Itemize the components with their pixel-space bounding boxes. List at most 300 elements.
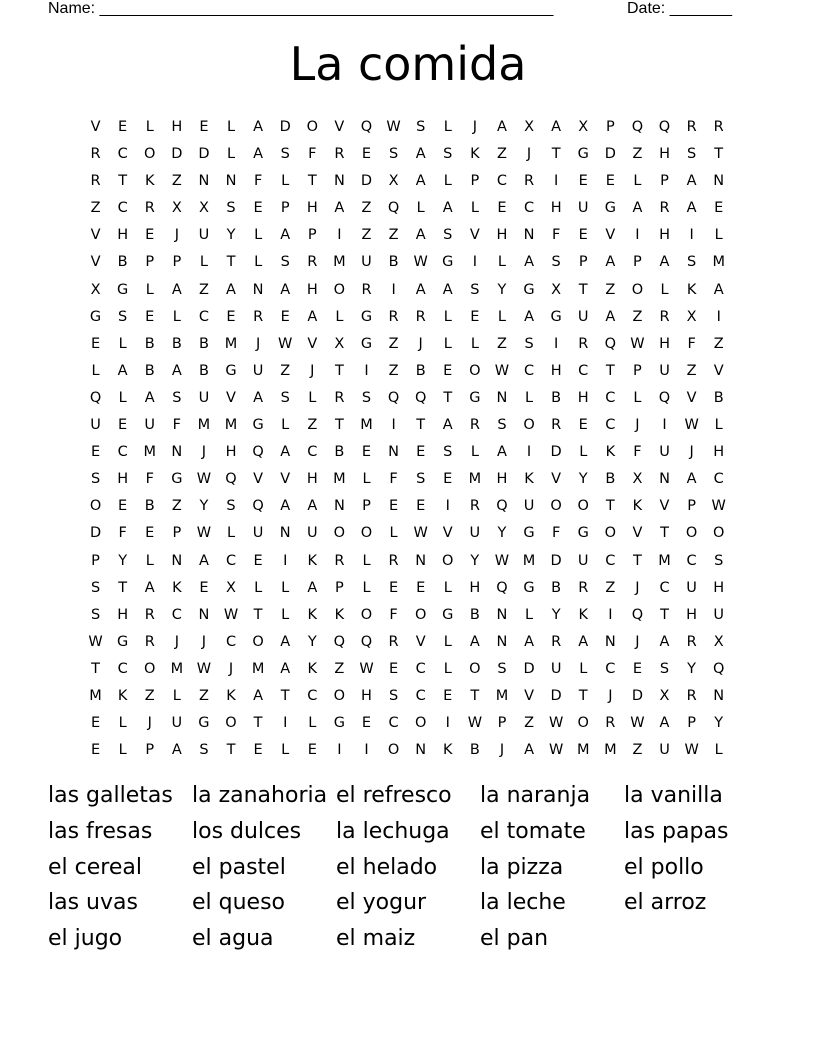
grid-letter: Q	[631, 606, 644, 623]
grid-letter: O	[387, 742, 400, 759]
grid-letter: E	[199, 579, 209, 596]
grid-letter: R	[686, 119, 697, 135]
word-search-grid	[82, 114, 732, 764]
grid-letter: X	[334, 335, 345, 352]
grid-row	[82, 249, 732, 276]
grid-letter: A	[551, 119, 562, 135]
grid-letter: L	[389, 525, 398, 542]
grid-letter: L	[172, 308, 181, 325]
grid-letter: G	[523, 579, 535, 596]
grid-letter: M	[360, 417, 373, 434]
grid-letter: V	[415, 633, 426, 650]
grid-letter: G	[604, 200, 616, 217]
grid-letter: L	[118, 389, 127, 406]
grid-letter: D	[198, 146, 210, 163]
grid-letter: P	[687, 498, 696, 515]
grid-letter: P	[687, 715, 696, 732]
grid-letter: S	[280, 389, 290, 406]
grid-letter: R	[361, 281, 372, 298]
grid-letter: A	[415, 173, 426, 190]
grid-letter: Z	[144, 687, 155, 704]
grid-letter: Q	[387, 389, 400, 406]
grid-letter: G	[89, 308, 102, 325]
grid-row	[82, 331, 732, 358]
grid-letter: Q	[333, 633, 346, 650]
grid-letter: K	[686, 281, 697, 298]
grid-letter: K	[443, 742, 453, 759]
grid-row	[82, 602, 732, 629]
grid-letter: B	[171, 335, 182, 352]
grid-letter: H	[496, 227, 508, 244]
grid-letter: L	[226, 525, 236, 542]
grid-letter: Q	[225, 471, 237, 488]
grid-letter: N	[523, 227, 535, 244]
grid-letter: T	[334, 362, 344, 379]
grid-letter: L	[199, 254, 208, 271]
grid-letter: Y	[118, 552, 128, 569]
grid-letter: S	[361, 389, 372, 406]
grid-letter: G	[333, 715, 346, 732]
grid-letter: P	[172, 254, 182, 271]
grid-letter: T	[307, 173, 317, 190]
grid-letter: X	[90, 281, 101, 298]
grid-letter: L	[281, 606, 290, 623]
grid-letter: I	[364, 742, 369, 759]
grid-letter: U	[577, 552, 589, 569]
grid-letter: L	[145, 119, 154, 135]
grid-letter: C	[117, 146, 128, 163]
date-line: Date: _______	[627, 0, 732, 17]
grid-letter: T	[416, 417, 426, 434]
grid-row	[82, 710, 732, 737]
grid-letter: C	[117, 660, 128, 677]
grid-letter: R	[334, 389, 345, 406]
grid-letter: E	[118, 498, 128, 515]
grid-letter: K	[226, 687, 236, 704]
grid-letter: O	[89, 498, 102, 515]
grid-letter: Y	[226, 227, 236, 244]
grid-letter: V	[90, 254, 101, 271]
grid-letter: O	[144, 660, 156, 677]
grid-letter: M	[170, 660, 184, 677]
grid-letter: D	[550, 687, 562, 704]
grid-letter: L	[281, 742, 290, 759]
grid-letter: R	[334, 552, 345, 569]
grid-row	[82, 737, 732, 764]
grid-letter: L	[497, 254, 506, 271]
grid-letter: O	[469, 660, 481, 677]
grid-letter: P	[145, 254, 155, 271]
grid-letter: L	[443, 579, 452, 596]
grid-letter: E	[145, 525, 155, 542]
grid-letter: E	[145, 308, 155, 325]
grid-letter: O	[414, 606, 427, 623]
grid-letter: X	[551, 281, 562, 298]
page-title: La comida	[289, 37, 527, 91]
grid-row	[82, 656, 732, 683]
grid-letter: J	[635, 633, 640, 650]
grid-letter: R	[659, 308, 670, 325]
grid-letter: E	[416, 579, 426, 596]
grid-letter: R	[469, 498, 480, 515]
grid-letter: J	[174, 227, 179, 244]
grid-letter: O	[712, 525, 725, 542]
grid-letter: E	[388, 579, 399, 596]
grid-letter: W	[494, 552, 510, 569]
grid-letter: M	[468, 471, 482, 488]
grid-letter: S	[416, 119, 426, 135]
grid-letter: C	[523, 200, 535, 217]
grid-letter: P	[633, 254, 642, 271]
word-list-item: el pollo	[624, 854, 704, 880]
grid-letter: F	[172, 417, 181, 434]
grid-letter: V	[659, 498, 670, 515]
grid-letter: T	[551, 146, 561, 163]
grid-letter: M	[197, 417, 211, 434]
grid-letter: U	[252, 362, 264, 379]
grid-letter: R	[144, 633, 155, 650]
grid-letter: Q	[658, 119, 671, 135]
grid-letter: F	[145, 471, 154, 488]
grid-letter: L	[525, 606, 534, 623]
grid-letter: K	[524, 471, 534, 488]
grid-letter: B	[144, 498, 155, 515]
grid-letter: K	[144, 173, 155, 190]
grid-letter: C	[659, 579, 670, 596]
grid-letter: M	[604, 742, 617, 759]
grid-letter: S	[118, 308, 128, 325]
grid-letter: A	[307, 498, 318, 515]
grid-letter: E	[578, 417, 588, 434]
grid-letter: R	[551, 633, 562, 650]
grid-letter: Y	[551, 606, 561, 623]
grid-letter: E	[361, 715, 372, 732]
grid-letter: A	[659, 715, 670, 732]
grid-letter: S	[280, 146, 290, 163]
grid-letter: A	[171, 362, 182, 379]
grid-letter: A	[307, 308, 318, 325]
grid-letter: L	[281, 173, 290, 190]
grid-letter: A	[442, 200, 453, 217]
grid-letter: R	[307, 254, 318, 271]
grid-row	[82, 385, 732, 412]
grid-letter: Y	[687, 660, 697, 677]
grid-letter: B	[198, 362, 209, 379]
grid-letter: O	[252, 633, 264, 650]
grid-letter: R	[551, 417, 562, 434]
grid-letter: P	[307, 227, 317, 244]
grid-letter: G	[523, 525, 535, 542]
grid-letter: E	[199, 119, 209, 135]
grid-letter: G	[117, 281, 129, 298]
grid-letter: B	[551, 579, 562, 596]
grid-letter: G	[550, 308, 562, 325]
grid-letter: Z	[388, 335, 399, 352]
grid-letter: Q	[414, 389, 427, 406]
grid-letter: H	[469, 579, 481, 596]
grid-letter: G	[117, 633, 129, 650]
grid-letter: A	[496, 119, 507, 135]
grid-letter: N	[252, 281, 264, 298]
grid-letter: Z	[686, 362, 697, 379]
grid-letter: S	[199, 742, 209, 759]
grid-letter: Q	[604, 335, 617, 352]
grid-letter: R	[253, 308, 264, 325]
grid-letter: T	[280, 687, 290, 704]
grid-letter: L	[362, 552, 371, 569]
grid-letter: T	[714, 146, 724, 163]
grid-letter: J	[499, 742, 505, 759]
grid-letter: C	[117, 444, 128, 461]
grid-letter: L	[660, 281, 669, 298]
word-list-item: el agua	[192, 926, 274, 952]
grid-letter: P	[633, 362, 642, 379]
grid-row	[82, 466, 732, 493]
grid-letter: U	[713, 606, 725, 623]
grid-letter: A	[659, 254, 670, 271]
grid-letter: U	[550, 660, 562, 677]
grid-letter: A	[226, 281, 236, 298]
grid-letter: W	[196, 660, 212, 677]
grid-letter: Y	[307, 633, 317, 650]
grid-letter: R	[90, 146, 101, 163]
grid-letter: Q	[658, 389, 671, 406]
grid-letter: A	[442, 281, 453, 298]
grid-letter: G	[171, 471, 183, 488]
grid-letter: V	[686, 389, 697, 406]
grid-letter: P	[145, 742, 155, 759]
grid-letter: V	[551, 471, 562, 488]
word-list-item: el tomate	[480, 818, 586, 844]
grid-letter: A	[253, 119, 264, 135]
grid-letter: L	[470, 200, 479, 217]
word-list	[48, 778, 768, 957]
grid-letter: L	[443, 173, 452, 190]
grid-letter: L	[443, 119, 452, 135]
grid-letter: L	[714, 417, 723, 434]
grid-letter: M	[333, 254, 346, 271]
word-list-item: la vanilla	[624, 783, 723, 808]
grid-letter: S	[226, 498, 236, 515]
grid-letter: A	[524, 633, 534, 650]
grid-letter: H	[117, 227, 129, 244]
grid-letter: Q	[252, 498, 264, 515]
grid-letter: L	[226, 146, 236, 163]
grid-letter: J	[608, 687, 613, 704]
grid-letter: V	[307, 335, 318, 352]
grid-letter: U	[144, 417, 156, 434]
grid-letter: W	[386, 119, 401, 135]
grid-letter: G	[198, 715, 210, 732]
grid-letter: I	[554, 335, 559, 352]
grid-letter: E	[361, 146, 372, 163]
grid-letter: K	[578, 606, 588, 623]
grid-letter: J	[147, 715, 152, 732]
grid-letter: D	[360, 173, 373, 190]
grid-letter: Z	[90, 200, 101, 217]
grid-letter: G	[442, 254, 454, 271]
grid-letter: U	[577, 308, 589, 325]
grid-letter: B	[198, 335, 209, 352]
grid-letter: H	[306, 471, 318, 488]
grid-letter: E	[90, 715, 101, 732]
grid-letter: E	[226, 308, 236, 325]
grid-letter: I	[445, 498, 450, 515]
grid-letter: L	[281, 579, 290, 596]
grid-letter: C	[307, 444, 318, 461]
grid-letter: J	[174, 633, 179, 650]
grid-letter: X	[686, 308, 697, 325]
grid-letter: S	[443, 444, 453, 461]
grid-letter: L	[118, 742, 127, 759]
grid-letter: C	[578, 362, 589, 379]
grid-letter: W	[88, 633, 103, 650]
grid-letter: W	[413, 525, 428, 542]
grid-letter: Y	[470, 552, 480, 569]
grid-letter: Z	[307, 417, 318, 434]
grid-letter: H	[117, 606, 129, 623]
grid-letter: T	[334, 417, 344, 434]
grid-letter: A	[686, 471, 697, 488]
grid-letter: W	[359, 660, 374, 677]
grid-letter: U	[659, 362, 670, 379]
grid-letter: V	[90, 227, 101, 244]
grid-letter: E	[253, 742, 263, 759]
grid-letter: L	[118, 715, 127, 732]
grid-letter: D	[279, 119, 291, 135]
grid-letter: S	[90, 606, 101, 623]
grid-letter: O	[523, 417, 535, 434]
grid-letter: E	[443, 362, 453, 379]
grid-letter: F	[253, 173, 263, 190]
grid-letter: C	[225, 552, 237, 569]
grid-letter: D	[550, 444, 562, 461]
grid-letter: M	[224, 417, 238, 434]
word-list-item: el helado	[336, 854, 438, 880]
grid-letter: W	[196, 471, 212, 488]
grid-letter: F	[308, 146, 317, 163]
grid-letter: R	[334, 146, 345, 163]
grid-row	[82, 195, 732, 222]
grid-letter: I	[635, 227, 640, 244]
grid-letter: T	[253, 606, 263, 623]
grid-letter: B	[388, 254, 399, 271]
grid-letter: G	[225, 362, 237, 379]
grid-letter: A	[686, 200, 697, 217]
grid-letter: H	[306, 200, 318, 217]
grid-letter: E	[118, 119, 128, 135]
grid-letter: M	[89, 687, 102, 704]
grid-row	[82, 629, 732, 656]
grid-letter: X	[198, 200, 209, 217]
grid-letter: O	[414, 715, 427, 732]
grid-letter: Q	[360, 119, 373, 135]
grid-letter: T	[632, 552, 642, 569]
grid-letter: O	[604, 525, 617, 542]
grid-letter: H	[577, 389, 589, 406]
grid-letter: L	[118, 335, 127, 352]
grid-letter: K	[334, 606, 345, 623]
grid-letter: A	[280, 498, 291, 515]
grid-letter: A	[144, 389, 155, 406]
grid-letter: H	[306, 281, 318, 298]
grid-letter: Q	[252, 444, 264, 461]
grid-letter: Z	[496, 146, 507, 163]
word-list-item: las fresas	[48, 818, 153, 844]
grid-letter: A	[524, 308, 534, 325]
grid-letter: P	[605, 119, 615, 135]
grid-letter: U	[686, 579, 697, 596]
grid-letter: J	[418, 335, 423, 352]
grid-letter: C	[496, 173, 508, 190]
grid-row	[82, 520, 732, 547]
grid-letter: I	[554, 173, 559, 190]
grid-letter: L	[470, 444, 479, 461]
grid-letter: A	[442, 417, 453, 434]
grid-letter: U	[198, 389, 210, 406]
word-list-item: las uvas	[48, 890, 138, 916]
grid-letter: A	[280, 633, 291, 650]
grid-letter: A	[171, 281, 182, 298]
grid-letter: C	[686, 552, 697, 569]
grid-row	[82, 358, 732, 385]
grid-letter: C	[198, 308, 209, 325]
grid-letter: E	[416, 498, 426, 515]
grid-letter: I	[283, 552, 288, 569]
grid-row	[82, 277, 732, 304]
grid-letter: V	[713, 362, 724, 379]
grid-letter: N	[659, 471, 670, 488]
grid-letter: H	[550, 200, 562, 217]
grid-letter: O	[333, 525, 346, 542]
grid-letter: E	[280, 308, 290, 325]
grid-letter: L	[525, 389, 534, 406]
grid-row	[82, 439, 732, 466]
grid-letter: W	[223, 606, 239, 623]
grid-letter: Z	[605, 281, 616, 298]
grid-letter: M	[333, 471, 346, 488]
grid-letter: V	[280, 471, 291, 488]
grid-letter: B	[334, 444, 345, 461]
word-list-item: el maiz	[336, 926, 416, 952]
grid-letter: E	[497, 200, 507, 217]
grid-letter: J	[201, 633, 207, 650]
grid-letter: L	[281, 417, 290, 434]
grid-letter: N	[333, 173, 345, 190]
grid-letter: G	[442, 606, 454, 623]
grid-letter: V	[90, 119, 101, 135]
grid-letter: Y	[497, 525, 507, 542]
grid-letter: R	[524, 173, 535, 190]
grid-letter: V	[524, 687, 534, 704]
grid-letter: Z	[524, 715, 535, 732]
grid-letter: D	[523, 660, 535, 677]
grid-letter: Q	[496, 579, 508, 596]
grid-letter: N	[604, 633, 616, 650]
grid-letter: L	[714, 742, 723, 759]
grid-letter: Q	[712, 660, 725, 677]
grid-letter: U	[659, 444, 670, 461]
grid-letter: T	[443, 389, 453, 406]
grid-letter: Z	[361, 227, 372, 244]
grid-letter: L	[145, 552, 154, 569]
grid-letter: N	[333, 498, 345, 515]
grid-letter: E	[361, 444, 372, 461]
grid-letter: P	[497, 715, 507, 732]
grid-letter: F	[551, 227, 561, 244]
grid-letter: O	[550, 498, 562, 515]
grid-letter: Y	[578, 471, 588, 488]
